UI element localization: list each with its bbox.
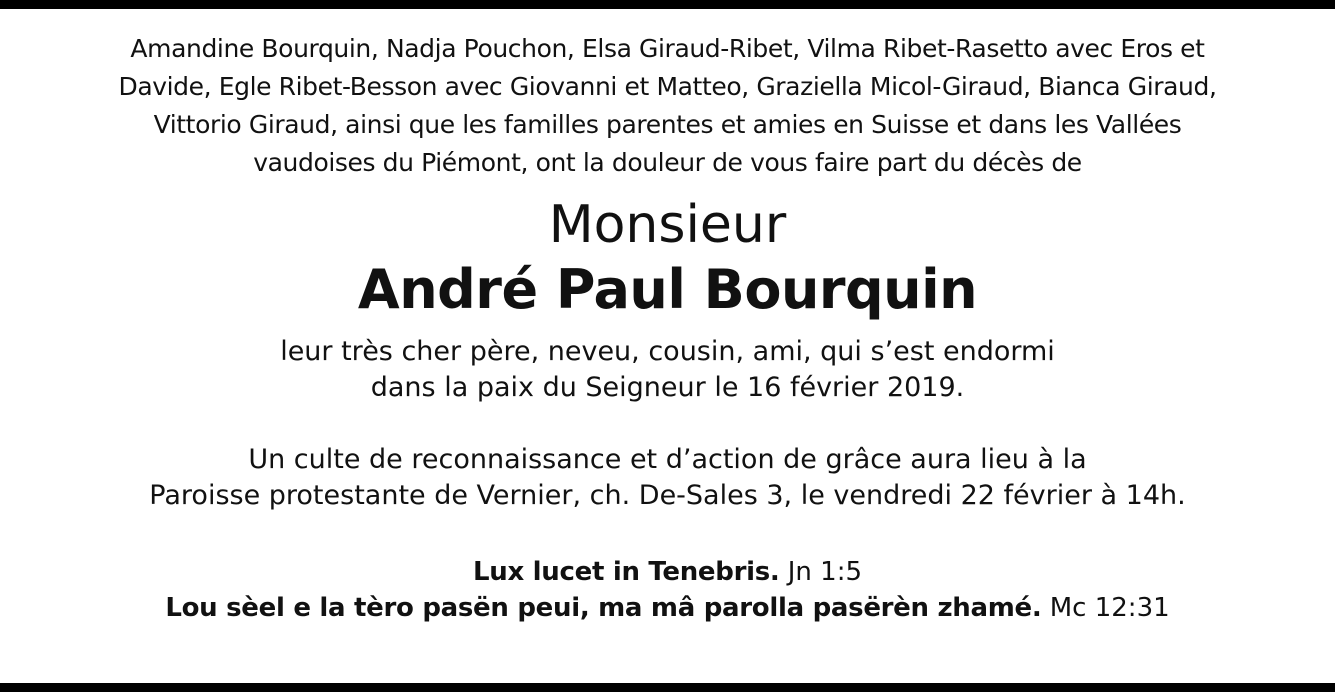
service-line: Un culte de reconnaissance et d’action de grâce aura lieu à la bbox=[248, 444, 1087, 475]
service-line: Paroisse protestante de Vernier, ch. De-Sales 3, le vendredi 22 février à 14h. bbox=[149, 480, 1186, 511]
description-line: dans la paix du Seigneur le 16 février 2019. bbox=[370, 372, 965, 403]
family-announcement bbox=[0, 30, 1335, 182]
scripture-verses bbox=[0, 554, 1335, 626]
verse-reference: Jn 1:5 bbox=[787, 557, 862, 587]
verse-line bbox=[0, 590, 1335, 626]
intro-line: Vittorio Giraud, ainsi que les familles parentes et amies en Suisse et dans les Vallées bbox=[153, 110, 1182, 139]
obituary-notice bbox=[0, 30, 1335, 626]
top-border-rule bbox=[0, 0, 1335, 9]
verse-quote: Lux lucet in Tenebris. bbox=[472, 557, 780, 587]
verse-reference: Mc 12:31 bbox=[1049, 593, 1170, 623]
honorific-title: Monsieur bbox=[548, 195, 787, 255]
intro-line: Davide, Egle Ribet-Besson avec Giovanni et Matteo, Graziella Micol-Giraud, Bianca Giraud, bbox=[118, 72, 1217, 101]
deceased-name: André Paul Bourquin bbox=[357, 258, 978, 321]
verse-quote: Lou sèel e la tèro pasën peui, ma mâ parolla pasërèn zhamé. bbox=[165, 593, 1042, 623]
deceased-description bbox=[0, 334, 1335, 406]
description-line: leur très cher père, neveu, cousin, ami, qui s’est endormi bbox=[280, 336, 1055, 367]
intro-line: vaudoises du Piémont, ont la douleur de vous faire part du décès de bbox=[253, 148, 1082, 177]
bottom-border-rule bbox=[0, 683, 1335, 692]
service-details bbox=[0, 442, 1335, 514]
verse-line bbox=[0, 554, 1335, 590]
intro-line: Amandine Bourquin, Nadja Pouchon, Elsa Giraud-Ribet, Vilma Ribet-Rasetto avec Eros et bbox=[130, 34, 1205, 63]
